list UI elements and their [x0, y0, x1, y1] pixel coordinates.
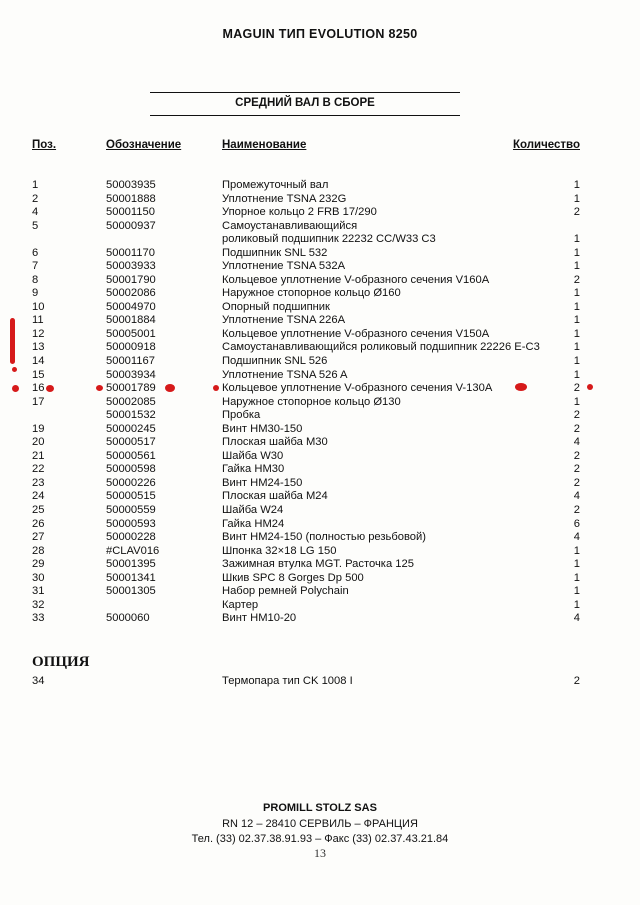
row-name: Гайка HM30: [222, 463, 285, 476]
row-code: 5000060: [106, 612, 150, 625]
row-qty: 1: [573, 260, 580, 273]
row-code: 50000918: [106, 341, 156, 354]
row-name: Шкив SPC 8 Gorges Dp 500: [222, 571, 364, 584]
row-pos: 23: [32, 476, 45, 489]
row-qty: 4: [573, 612, 580, 625]
row-pos: 6: [32, 246, 39, 259]
table-row: [0, 206, 640, 220]
row-code: 50000561: [106, 449, 156, 462]
row-pos: 29: [32, 558, 45, 571]
row-qty: 1: [573, 287, 580, 300]
table-row: [0, 369, 640, 383]
row-code: 50000228: [106, 531, 156, 544]
table-row: [0, 314, 640, 328]
red-marker-dot: [96, 385, 103, 391]
table-row: [0, 490, 640, 504]
row-name: Самоустанавливающийся: [222, 219, 358, 232]
red-marker-dot: [12, 385, 19, 392]
title-rule-top: [150, 92, 460, 93]
row-pos: 34: [32, 675, 45, 687]
table-row: [0, 193, 640, 207]
row-qty: 1: [573, 571, 580, 584]
table-row: [0, 450, 640, 464]
row-name: Винт HM24-150 (полностью резьбовой): [222, 531, 426, 544]
row-qty: 1: [573, 558, 580, 571]
table-row: [0, 504, 640, 518]
row-name: Подшипник SNL 532: [222, 246, 328, 259]
row-code: 50000517: [106, 436, 156, 449]
row-pos: 32: [32, 598, 45, 611]
row-qty: 1: [573, 327, 580, 340]
row-name: Набор ремней Polychain: [222, 585, 349, 598]
header-code: Обозначение: [106, 139, 182, 151]
table-row: [0, 436, 640, 450]
red-marker-dot: [46, 385, 54, 392]
title-rule-bottom: [150, 115, 460, 116]
table-row: [0, 287, 640, 301]
row-code: 50002086: [106, 287, 156, 300]
header-pos: Поз.: [32, 139, 57, 151]
page-number: 13: [314, 846, 326, 860]
row-code: 50002085: [106, 395, 156, 408]
row-name: Кольцевое уплотнение V-образного сечения V150A: [222, 327, 490, 340]
row-name: Уплотнение TSNA 532A: [222, 260, 346, 273]
table-row: [0, 585, 640, 599]
row-name: Опорный подшипник: [222, 300, 330, 313]
row-pos: 17: [32, 395, 45, 408]
row-pos: 19: [32, 422, 45, 435]
row-qty: 2: [573, 449, 580, 462]
row-name: Наружное стопорное кольцо Ø160: [222, 287, 401, 300]
row-qty: 1: [573, 355, 580, 368]
table-row: [0, 531, 640, 545]
row-pos: 4: [32, 206, 39, 219]
row-qty: 1: [573, 246, 580, 259]
row-qty: 1: [573, 598, 580, 611]
table-row: [0, 355, 640, 369]
row-name: Кольцевое уплотнение V-образного сечения V-130A: [222, 382, 493, 395]
row-name: Шайба W30: [222, 449, 284, 462]
row-pos: 20: [32, 436, 45, 449]
row-name: Термопара тип CK 1008 I: [222, 675, 353, 687]
row-name: Самоустанавливающийся роликовый подшипник 22226 E-C3: [222, 341, 540, 354]
table-row: [0, 572, 640, 586]
row-qty: 2: [573, 463, 580, 476]
row-pos: 14: [32, 355, 45, 368]
row-code: 50000245: [106, 422, 156, 435]
row-name: Шайба W24: [222, 504, 284, 517]
table-row: [0, 220, 640, 247]
row-name: Уплотнение TSNA 226A: [222, 314, 346, 327]
row-pos: 2: [32, 192, 39, 205]
row-code: 50000515: [106, 490, 156, 503]
row-qty: 4: [573, 531, 580, 544]
row-qty: 1: [573, 179, 580, 191]
table-row: [0, 396, 640, 410]
row-qty: 1: [573, 341, 580, 354]
row-name: Уплотнение TSNA 232G: [222, 192, 347, 205]
row-code: 50001167: [106, 355, 155, 368]
row-code: 50001305: [106, 585, 156, 598]
row-code: 50001532: [106, 409, 156, 422]
row-name-cont: роликовый подшипник 22232 CC/W33 C3: [222, 233, 436, 246]
row-code: 50000226: [106, 476, 156, 489]
table-row: [0, 477, 640, 491]
table-row: [0, 545, 640, 559]
row-qty: 1: [573, 314, 580, 327]
row-pos: 15: [32, 368, 45, 381]
table-row: [0, 328, 640, 342]
row-qty: 2: [573, 422, 580, 435]
row-pos: 31: [32, 585, 45, 598]
table-row: [0, 675, 640, 689]
row-qty: 4: [573, 436, 580, 449]
red-marker-dot: [515, 383, 527, 391]
row-pos: 1: [32, 179, 39, 191]
row-pos: 28: [32, 544, 45, 557]
row-pos: 9: [32, 287, 39, 300]
row-qty: 2: [573, 476, 580, 489]
row-code: 50000593: [106, 517, 156, 530]
row-code: 50001790: [106, 273, 156, 286]
row-code: 50003933: [106, 260, 156, 273]
table-row: [0, 612, 640, 626]
row-qty: 1: [573, 544, 580, 557]
table-row: [0, 179, 640, 193]
table-row: [0, 274, 640, 288]
row-qty: 1: [573, 233, 580, 246]
row-code: 50000598: [106, 463, 156, 476]
row-name: Промежуточный вал: [222, 179, 329, 191]
row-code: 50005001: [106, 327, 156, 340]
row-code: 50004970: [106, 300, 156, 313]
row-pos: 8: [32, 273, 39, 286]
header-name: Наименование: [222, 139, 307, 151]
row-qty: 2: [573, 382, 580, 395]
row-code: #CLAV016: [106, 544, 160, 557]
row-qty: 4: [573, 490, 580, 503]
row-code: 50001888: [106, 192, 156, 205]
row-code: 50003934: [106, 368, 156, 381]
table-row: [0, 599, 640, 613]
row-name: Плоская шайба M24: [222, 490, 328, 503]
table-row: [0, 558, 640, 572]
row-code: 50001150: [106, 206, 155, 219]
row-qty: 2: [573, 409, 580, 422]
row-name: Шпонка 32×18 LG 150: [222, 544, 337, 557]
row-qty: 2: [573, 206, 580, 219]
row-pos: 25: [32, 504, 45, 517]
table-row: [0, 260, 640, 274]
row-qty: 1: [573, 368, 580, 381]
table-row: [0, 423, 640, 437]
table-row: [0, 341, 640, 355]
row-qty: 2: [573, 675, 580, 687]
row-code: 50001789: [106, 382, 156, 395]
row-qty: 1: [573, 395, 580, 408]
row-pos: 22: [32, 463, 45, 476]
row-qty: 1: [573, 585, 580, 598]
row-qty: 6: [573, 517, 580, 530]
footer-company: PROMILL STOLZ SAS: [263, 802, 377, 814]
table-row: [0, 463, 640, 477]
table-row: [0, 247, 640, 261]
row-name: Подшипник SNL 526: [222, 355, 328, 368]
row-qty: 1: [573, 300, 580, 313]
row-pos: 13: [32, 341, 45, 354]
row-name: Винт HM24-150: [222, 476, 303, 489]
row-name: Наружное стопорное кольцо Ø130: [222, 395, 401, 408]
row-name: Картер: [222, 598, 259, 611]
row-name: Винт HM30-150: [222, 422, 303, 435]
row-pos: 5: [32, 219, 39, 232]
red-marker-dot: [587, 384, 593, 390]
row-qty: 2: [573, 504, 580, 517]
document-title: MAGUIN ТИП EVOLUTION 8250: [222, 27, 418, 41]
row-pos: 30: [32, 571, 45, 584]
row-pos: 24: [32, 490, 45, 503]
table-row: [0, 518, 640, 532]
row-code: 50003935: [106, 179, 156, 191]
header-qty: Количество: [512, 139, 580, 151]
row-pos: 27: [32, 531, 45, 544]
row-code: 50001884: [106, 314, 156, 327]
row-pos: 12: [32, 327, 45, 340]
footer-address: RN 12 – 28410 СЕРВИЛЬ – ФРАНЦИЯ: [222, 818, 418, 830]
row-code: 50001395: [106, 558, 156, 571]
red-marker-dot: [213, 385, 219, 391]
table-row: [0, 409, 640, 423]
row-code: 50001341: [106, 571, 156, 584]
row-pos: 21: [32, 449, 45, 462]
row-pos: 10: [32, 300, 45, 313]
row-name: Уплотнение TSNA 526 A: [222, 368, 348, 381]
row-name: Упорное кольцо 2 FRB 17/290: [222, 206, 377, 219]
row-qty: 1: [573, 192, 580, 205]
row-pos: 16: [32, 382, 45, 395]
footer-phone: Тел. (33) 02.37.38.91.93 – Факс (33) 02.37.43.21.84: [191, 833, 449, 845]
parts-table: [0, 179, 640, 626]
row-name: Винт HM10-20: [222, 612, 297, 625]
row-code: 50001170: [106, 246, 155, 259]
row-name: Пробка: [222, 409, 261, 422]
red-marker-dot: [165, 384, 175, 392]
red-marker-stroke: [10, 318, 15, 364]
table-row: [0, 301, 640, 315]
row-pos: 26: [32, 517, 45, 530]
row-name: Кольцевое уплотнение V-образного сечения V160A: [222, 273, 490, 286]
row-code: 50000559: [106, 504, 156, 517]
row-pos: 33: [32, 612, 45, 625]
row-pos: 11: [32, 314, 44, 327]
document-subtitle: СРЕДНИЙ ВАЛ В СБОРЕ: [235, 97, 375, 109]
row-name: Плоская шайба M30: [222, 436, 328, 449]
row-pos: 7: [32, 260, 39, 273]
row-qty: 2: [573, 273, 580, 286]
row-name: Зажимная втулка MGT. Расточка 125: [222, 558, 414, 571]
option-heading: ОПЦИЯ: [32, 654, 90, 670]
row-code: 50000937: [106, 219, 156, 232]
option-row: [0, 675, 640, 689]
red-marker-dot: [12, 367, 17, 372]
row-name: Гайка HM24: [222, 517, 285, 530]
